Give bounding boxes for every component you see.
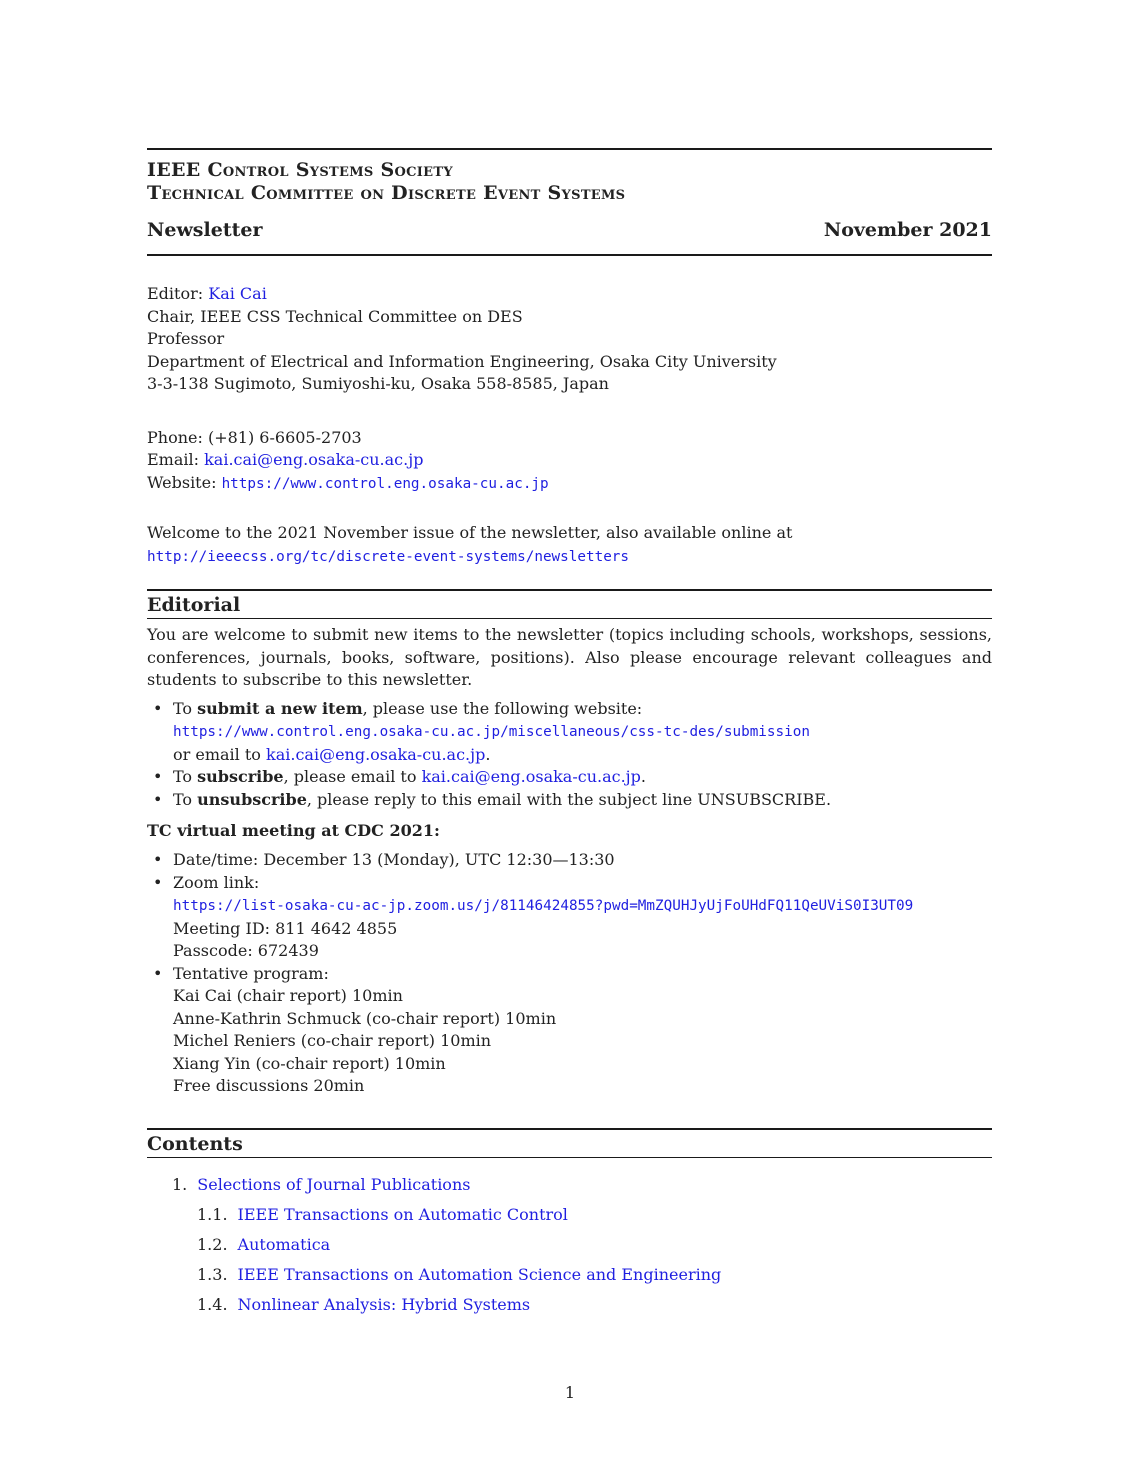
- editorial-bottom-rule: [147, 618, 992, 619]
- toc-number: 1.1.: [197, 1204, 228, 1224]
- newsletter-page: [147, 148, 992, 1320]
- subscribe-post: , please email to: [283, 767, 422, 786]
- toc-link-automatica[interactable]: Automatica: [237, 1234, 331, 1254]
- editor-position: Professor: [147, 329, 225, 348]
- society-title: IEEE Control Systems Society: [147, 159, 453, 181]
- header-bottom-rule: [147, 254, 992, 256]
- subscribe-item: • To subscribe, please email to kai.cai@eng.osaka-cu.ac.jp.: [173, 766, 992, 789]
- submission-url-link[interactable]: https://www.control.eng.osaka-cu.ac.jp/miscellaneous/css-tc-des/submission: [173, 724, 810, 740]
- unsubscribe-bold: unsubscribe: [197, 789, 307, 809]
- meeting-datetime: • Date/time: December 13 (Monday), UTC 12:30—13:30: [173, 849, 992, 872]
- unsubscribe-post: , please reply to this email with the subject line UNSUBSCRIBE.: [306, 789, 832, 809]
- program-item: [173, 963, 992, 1098]
- email-link[interactable]: kai.cai@eng.osaka-cu.ac.jp: [204, 450, 424, 469]
- toc-link-nahs[interactable]: Nonlinear Analysis: Hybrid Systems: [237, 1294, 531, 1314]
- unsubscribe-item: [173, 789, 992, 812]
- subscribe-bold: subscribe: [197, 767, 284, 786]
- meeting-passcode: Passcode: 672439: [173, 941, 319, 960]
- phone-label: Phone:: [147, 427, 203, 447]
- submit-item: • To submit a new item, please use the following website: https://www.control.eng.osaka-cu.ac.jp/miscellaneous/css-tc-des/submission or email to kai.cai@eng.osaka-cu.ac.jp.: [173, 698, 992, 767]
- page-number: 1: [564, 1383, 576, 1402]
- program-entry: Kai Cai (chair report) 10min: [173, 986, 403, 1005]
- meeting-heading: TC virtual meeting at CDC 2021:: [147, 821, 440, 840]
- toc-link-tase[interactable]: IEEE Transactions on Automation Science and Engineering: [237, 1264, 722, 1284]
- zoom-label: Zoom link:: [173, 872, 260, 892]
- zoom-item: [173, 872, 992, 963]
- subscribe-pre: To: [173, 767, 198, 786]
- contents-heading: Contents: [147, 1132, 243, 1155]
- phone-number: (+81) 6-6605-2703: [207, 427, 362, 447]
- contents-bottom-rule: [147, 1157, 992, 1158]
- editor-address: 3-3-138 Sugimoto, Sumiyoshi-ku, Osaka 558-8585, Japan: [147, 374, 609, 393]
- toc-item: [172, 1170, 992, 1200]
- newsletter-label: Newsletter: [147, 219, 263, 241]
- toc-link-tac[interactable]: IEEE Transactions on Automatic Control: [237, 1204, 568, 1224]
- toc-item: [197, 1230, 992, 1260]
- contact-block: [147, 427, 992, 496]
- top-rule: [147, 148, 992, 150]
- submit-post: , please use the following website:: [362, 698, 643, 718]
- submit-or: or email to: [173, 744, 267, 764]
- editor-block: [147, 283, 992, 396]
- title-block: [147, 159, 992, 205]
- toc-number: 1.: [172, 1174, 188, 1194]
- toc: [147, 1170, 992, 1320]
- issue-date: November 2021: [823, 219, 992, 241]
- meeting-id: Meeting ID: 811 4642 4855: [173, 918, 398, 938]
- newsletter-row: [147, 219, 992, 241]
- welcome-text: Welcome to the 2021 November issue of the newsletter, also available online at: [147, 523, 793, 542]
- subscribe-email-link[interactable]: kai.cai@eng.osaka-cu.ac.jp: [421, 767, 641, 786]
- editorial-intro: You are welcome to submit new items to the newsletter (topics including schools, workshops, sessions, conferences, journals, books, software, positions). Also please encourage relevant colleagues and students to subscribe to this newsletter.: [147, 625, 992, 689]
- editorial-heading: Editorial: [147, 594, 241, 616]
- toc-item: [197, 1200, 992, 1230]
- program-label: Tentative program:: [173, 963, 329, 983]
- toc-number: 1.4.: [197, 1294, 228, 1314]
- zoom-url-link[interactable]: https://list-osaka-cu-ac-jp.zoom.us/j/81146424855?pwd=MmZQUHJyUjFoUHdFQ11QeUViS0I3UT09: [173, 898, 914, 914]
- welcome-block: [147, 522, 992, 568]
- toc-item: [197, 1290, 992, 1320]
- program-entry: Xiang Yin (co-chair report) 10min: [173, 1053, 446, 1073]
- toc-number: 1.3.: [197, 1264, 228, 1284]
- toc-item: [197, 1260, 992, 1290]
- toc-link-journal-publications[interactable]: Selections of Journal Publications: [197, 1174, 471, 1194]
- program-entry: Free discussions 20min: [173, 1076, 365, 1095]
- program-entry: Michel Reniers (co-chair report) 10min: [173, 1031, 492, 1050]
- editor-department: Department of Electrical and Information Engineering, Osaka City University: [147, 351, 777, 371]
- newsletters-url-link[interactable]: http://ieeecss.org/tc/discrete-event-systems/newsletters: [147, 548, 630, 565]
- submit-email-link[interactable]: kai.cai@eng.osaka-cu.ac.jp: [266, 744, 486, 764]
- email-label: Email:: [147, 450, 200, 469]
- submit-pre: To: [173, 698, 198, 718]
- editor-label: Editor:: [147, 284, 204, 303]
- program-entry: Anne-Kathrin Schmuck (co-chair report) 10min: [173, 1008, 557, 1028]
- editor-name-link[interactable]: Kai Cai: [208, 284, 267, 303]
- submit-bold: submit a new item: [197, 698, 363, 718]
- unsubscribe-pre: To: [173, 789, 198, 809]
- website-link[interactable]: https://www.control.eng.osaka-cu.ac.jp: [221, 475, 549, 492]
- website-label: Website:: [147, 472, 217, 492]
- committee-title: Technical Committee on Discrete Event Systems: [147, 182, 626, 204]
- editorial-list: [147, 698, 992, 812]
- toc-number: 1.2.: [197, 1234, 228, 1254]
- meeting-list: [147, 849, 992, 1098]
- editor-role: Chair, IEEE CSS Technical Committee on DES: [147, 306, 523, 326]
